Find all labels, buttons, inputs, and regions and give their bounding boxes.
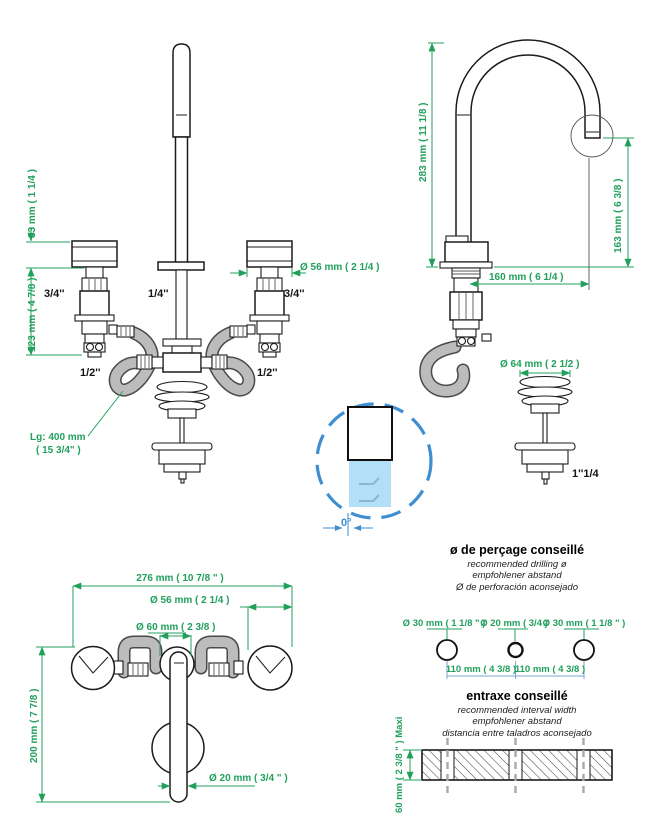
drilling-subtitle-en: recommended drilling ø (467, 559, 567, 570)
left-handle-valve (72, 241, 134, 357)
label-spout-thread: 1/4'' (148, 288, 169, 300)
angle-label: 0° (341, 517, 352, 529)
drill-hole-left (437, 640, 457, 660)
dim-overall-width: 276 mm ( 10 7/8 " ) (136, 573, 224, 584)
label-waste-thread: 1''1/4 (572, 468, 599, 480)
dim-body-diameter: Ø 60 mm ( 2 3/8 ) (136, 622, 216, 633)
dim-spout-height: 163 mm ( 6 3/8 ) (613, 178, 624, 253)
side-supply-hose (426, 347, 464, 391)
left-knob-top (72, 647, 115, 690)
hose-length-label-2: ( 15 3/4" ) (36, 445, 81, 456)
hole-left-label: Ø 30 mm ( 1 1/8 " ) (402, 618, 486, 629)
label-right-valve: 1/2'' (257, 367, 278, 379)
left-knob-stub (114, 661, 123, 674)
interval-title: entraxe conseillé (466, 689, 568, 703)
right-knob-stub (234, 661, 243, 674)
front-view (26, 44, 379, 483)
dim-spout-tube: Ø 20 mm ( 3/4 " ) (209, 773, 288, 784)
popup-waste-side (515, 377, 575, 485)
label-left-thread: 3/4'' (44, 288, 65, 300)
label-left-valve: 1/2'' (80, 367, 101, 379)
interval-subtitle-es: distancia entre taladros aconsejado (442, 728, 592, 739)
drilling-subtitle-es: Ø de perforación aconsejado (456, 582, 578, 593)
drill-hole-center (509, 643, 523, 657)
side-view-dimensions (418, 43, 634, 377)
dim-waste-diameter: Ø 64 mm ( 2 1/2 ) (500, 359, 580, 370)
hole-center-label: Ø 20 mm ( 3/4 ) (480, 618, 548, 629)
dim-top-handle-diameter: Ø 56 mm ( 2 1/4 ) (150, 595, 230, 606)
drilling-section (403, 543, 626, 679)
interval-subtitle-de: empfohlener abstand (472, 716, 562, 727)
popup-waste-front (152, 382, 212, 484)
side-base-valve (440, 236, 492, 346)
hole-right-label: Ø 30 mm ( 1 1/8 " ) (542, 618, 626, 629)
dim-depth: 200 mm ( 7 7/8 ) (29, 688, 40, 763)
dim-handle-height: 33 mm ( 1 1/4 ) (27, 169, 38, 238)
tee-connector (137, 353, 227, 372)
front-view-dimensions (26, 169, 379, 456)
spacing-right-label: 110 mm ( 4 3/8 ) (514, 664, 586, 675)
right-handle-valve (230, 241, 292, 357)
label-right-thread: 3/4'' (284, 288, 305, 300)
hose-length-label-1: Lg: 400 mm (30, 432, 86, 443)
dim-body-height: 123 mm ( 4 7/8 ) (27, 277, 38, 352)
dim-thickness: 60 mm ( 2 3/8 " ) Maxi (394, 716, 405, 813)
top-view (29, 573, 292, 802)
spout-front (158, 44, 204, 353)
dim-total-height: 283 mm ( 11 1/8 ) (418, 102, 429, 182)
drill-hole-right (574, 640, 594, 660)
spacing-left-label: 110 mm ( 4 3/8 ) (445, 664, 517, 675)
spout-tube-top (170, 652, 187, 802)
interval-section (394, 689, 612, 813)
flow-detail (317, 404, 431, 536)
interval-subtitle-en: recommended interval width (457, 705, 577, 716)
drilling-title: ø de perçage conseillé (449, 543, 585, 557)
right-knob-top (248, 646, 292, 690)
dim-spout-reach: 160 mm ( 6 1/4 ) (489, 272, 564, 283)
drilling-subtitle-de: empfohlener abstand (472, 570, 562, 581)
side-view (418, 40, 634, 484)
spout-tip-outline (348, 407, 392, 460)
dim-handle-diameter: Ø 56 mm ( 2 1/4 ) (300, 262, 380, 273)
